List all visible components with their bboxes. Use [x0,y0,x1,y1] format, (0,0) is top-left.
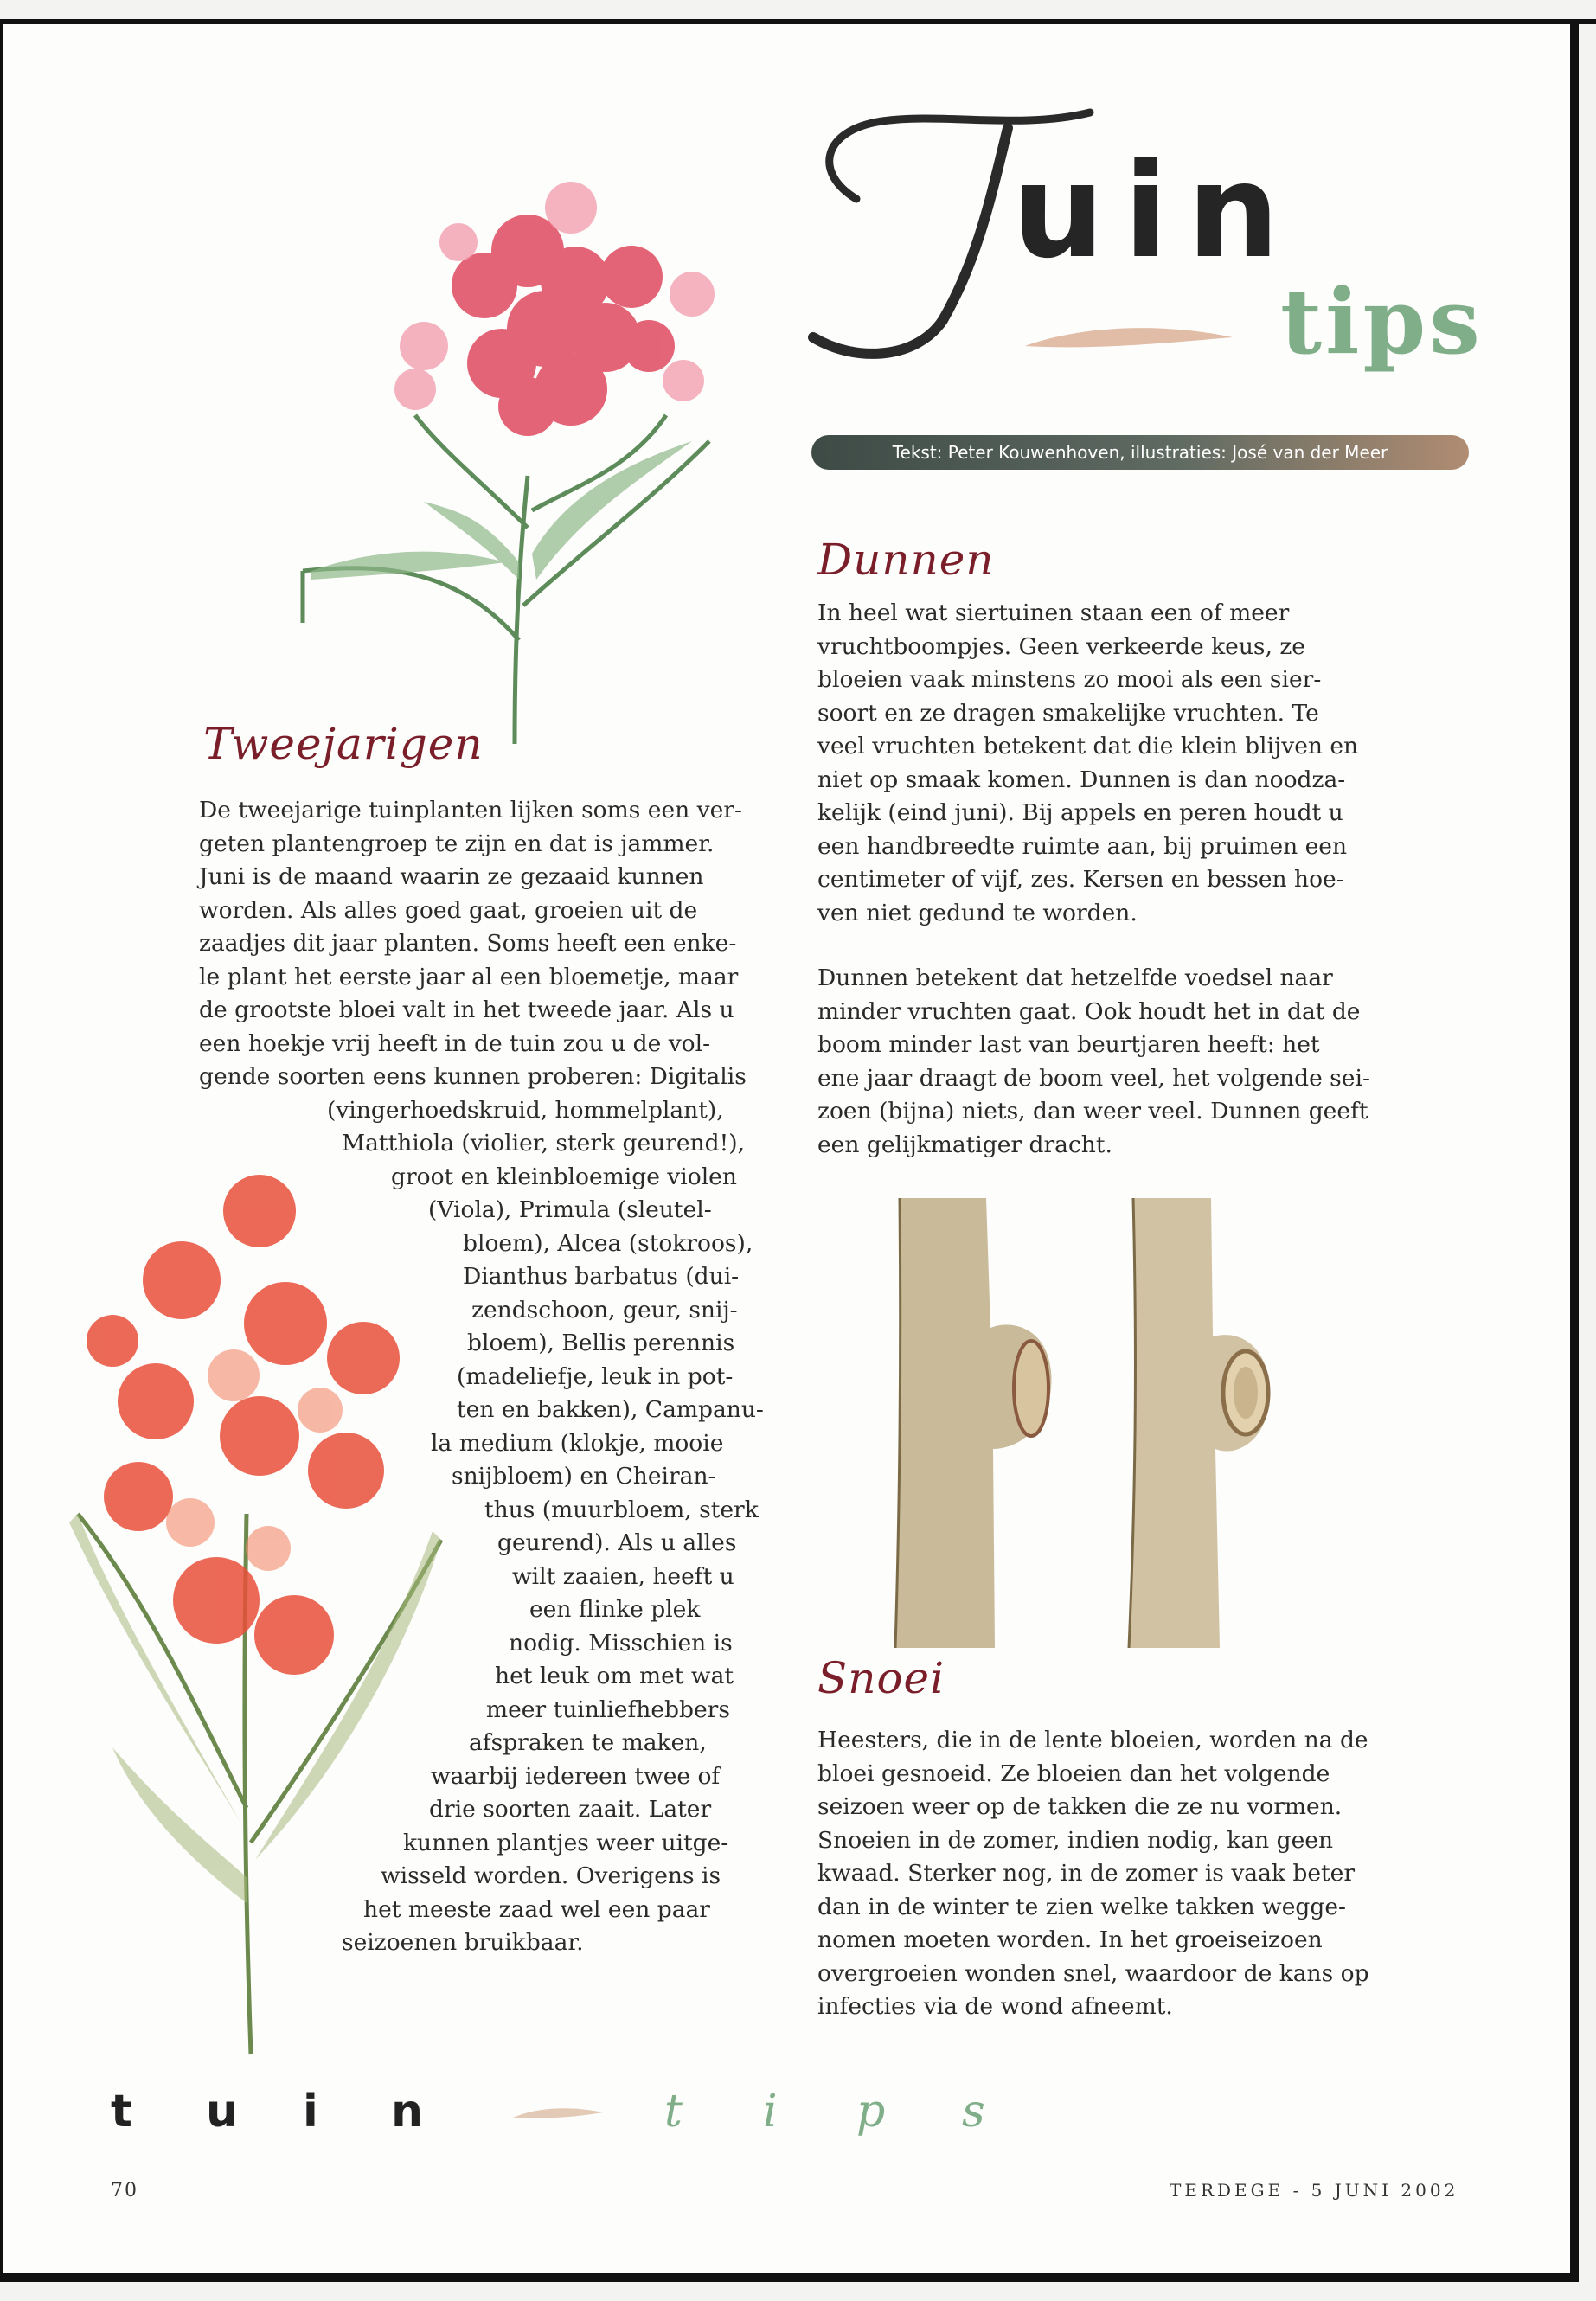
heading-dunnen: Dunnen [817,535,995,585]
text-line: seizoen weer op de takken die ze nu vormen. [817,1793,1343,1820]
text-line: meer tuinliefhebbers [486,1695,730,1723]
text-line: kunnen plantjes weer uitge- [403,1829,729,1856]
text-line: wilt zaaien, heeft u [512,1562,734,1590]
text-line: soort en ze dragen smakelijke vruchten. Te [817,699,1319,727]
text-line: niet op smaak komen. Dunnen is dan noodza- [817,766,1346,793]
text-line: snijbloem) en Cheiran- [452,1463,716,1490]
footer-letter: p [856,2086,886,2138]
text-line: Dianthus barbatus (dui- [463,1263,740,1290]
page-frame-right [1570,19,1579,2277]
footer-letter: s [962,2086,985,2138]
title-brush-stroke [1021,311,1237,363]
footer-letter: n [391,2086,424,2138]
page-frame-bottom [0,2273,1579,2282]
text-line: zendschoon, geur, snij- [471,1296,738,1324]
text-line: (Viola), Primula (sleutel- [428,1196,712,1223]
text-line: kwaad. Sterker nog, in de zomer is vaak beter [817,1860,1356,1887]
text-line: kelijk (eind juni). Bij appels en peren houdt u [817,799,1343,826]
text-line: bloem), Bellis perennis [467,1330,735,1356]
text-line: De tweejarige tuinplanten lijken soms een ver- [199,797,742,824]
text-snoei [817,1724,1423,2024]
title-tips: tips [1280,268,1484,375]
text-line: centimeter of vijf, zes. Kersen en bessen hoe- [817,866,1344,893]
footer-letter: i [303,2086,318,2138]
pruning-cut-illustration [882,1198,1332,1648]
text-line: ten en bakken), Campanu- [457,1396,764,1423]
text-line: groot en kleinbloemige violen [391,1163,737,1190]
text-line: (madeliefje, leuk in pot- [457,1362,734,1390]
footer-brush-stroke [510,2100,606,2126]
text-line: boom minder last van beurtjaren heeft: het [817,1031,1320,1058]
text-line: ven niet gedund te worden. [817,899,1138,926]
footer-letter: t [111,2086,132,2138]
text-line: een flinke plek [529,1596,701,1623]
text-line: bloeien vaak minstens zo mooi als een sier- [817,666,1322,693]
title-uin: uin [1012,137,1298,287]
text-line: minder vruchten gaat. Ook houdt het in dat de [817,997,1361,1025]
credit-banner: Tekst: Peter Kouwenhoven, illustraties: José van der Meer [811,435,1469,470]
text-line: afspraken te maken, [469,1729,707,1756]
text-line: le plant het eerste jaar al een bloemetje, maar [199,963,739,990]
text-line: worden. Als alles goed gaat, groeien uit de [199,896,698,924]
magazine-issue: TERDEGE - 5 JUNI 2002 [1170,2180,1459,2201]
text-line: infecties via de wond afneemt. [817,1993,1173,2020]
text-line: Heesters, die in de lente bloeien, worden na de [817,1727,1368,1753]
footer-letter: i [763,2086,778,2138]
dianthus-illustration [285,156,761,753]
text-line: overgroeien wonden snel, waardoor de kans op [817,1959,1369,1987]
title-t-letter: T [804,95,805,96]
text-line: drie soorten zaait. Later [429,1796,712,1823]
text-line: nodig. Misschien is [509,1629,733,1657]
footer-letter: t [664,2086,683,2138]
text-line: veel vruchten betekent dat die klein blijven en [817,733,1359,760]
heading-tweejarigen: Tweejarigen [203,719,484,769]
text-line: zoen (bijna) niets, dan weer veel. Dunnen geeft [817,1098,1368,1125]
text-line: ene jaar draagt de boom veel, het volgende sei- [817,1064,1370,1092]
text-line: Snoeien in de zomer, indien nodig, kan geen [817,1826,1334,1854]
text-line: het meeste zaad wel een paar [363,1895,710,1923]
page-number: 70 [111,2180,138,2202]
wallflower-illustration [61,1150,458,2059]
text-line: seizoenen bruikbaar. [342,1929,584,1956]
text-dunnen-1 [817,597,1423,930]
page-frame-top [0,19,1596,24]
footer-letter: u [206,2086,239,2138]
text-line: dan in de winter te zien welke takken wegge- [817,1893,1346,1920]
text-line: geurend). Als u alles [497,1529,737,1556]
text-line: nomen moeten worden. In het groeiseizoen [817,1926,1323,1953]
text-line: vruchtboompjes. Geen verkeerde keus, ze [817,632,1305,660]
text-line: la medium (klokje, mooie [431,1429,724,1457]
text-dunnen-2 [817,962,1423,1162]
text-line: Dunnen betekent dat hetzelfde voedsel naar [817,965,1333,991]
text-line: (vingerhoedskruid, hommelplant), [327,1096,724,1124]
text-line: bloei gesnoeid. Ze bloeien dan het volgende [817,1759,1330,1787]
text-line: geten plantengroep te zijn en dat is jammer. [199,830,715,857]
text-line: zaadjes dit jaar planten. Soms heeft een enke- [199,930,737,957]
text-line: de grootste bloei valt in het tweede jaar. Als u [199,997,734,1023]
text-line: Matthiola (violier, sterk geurend!), [342,1130,745,1157]
text-line: gende soorten eens kunnen proberen: Digitalis [199,1063,747,1090]
page-frame-left [0,19,3,2277]
text-line: thus (muurbloem, sterk [484,1496,759,1523]
text-line: een handbreedte ruimte aan, bij pruimen een [817,832,1348,860]
text-line: In heel wat siertuinen staan een of meer [817,599,1290,626]
heading-snoei: Snoei [817,1653,945,1703]
text-line: het leuk om met wat [495,1663,734,1689]
text-line: wisseld worden. Overigens is [381,1862,721,1889]
text-line: waarbij iedereen twee of [431,1762,721,1790]
text-line: een hoekje vrij heeft in de tuin zou u de vol- [199,1029,711,1057]
text-line: bloem), Alcea (stokroos), [463,1229,753,1257]
text-line: een gelijkmatiger dracht. [817,1131,1112,1158]
text-line: Juni is de maand waarin ze gezaaid kunnen [199,863,704,890]
